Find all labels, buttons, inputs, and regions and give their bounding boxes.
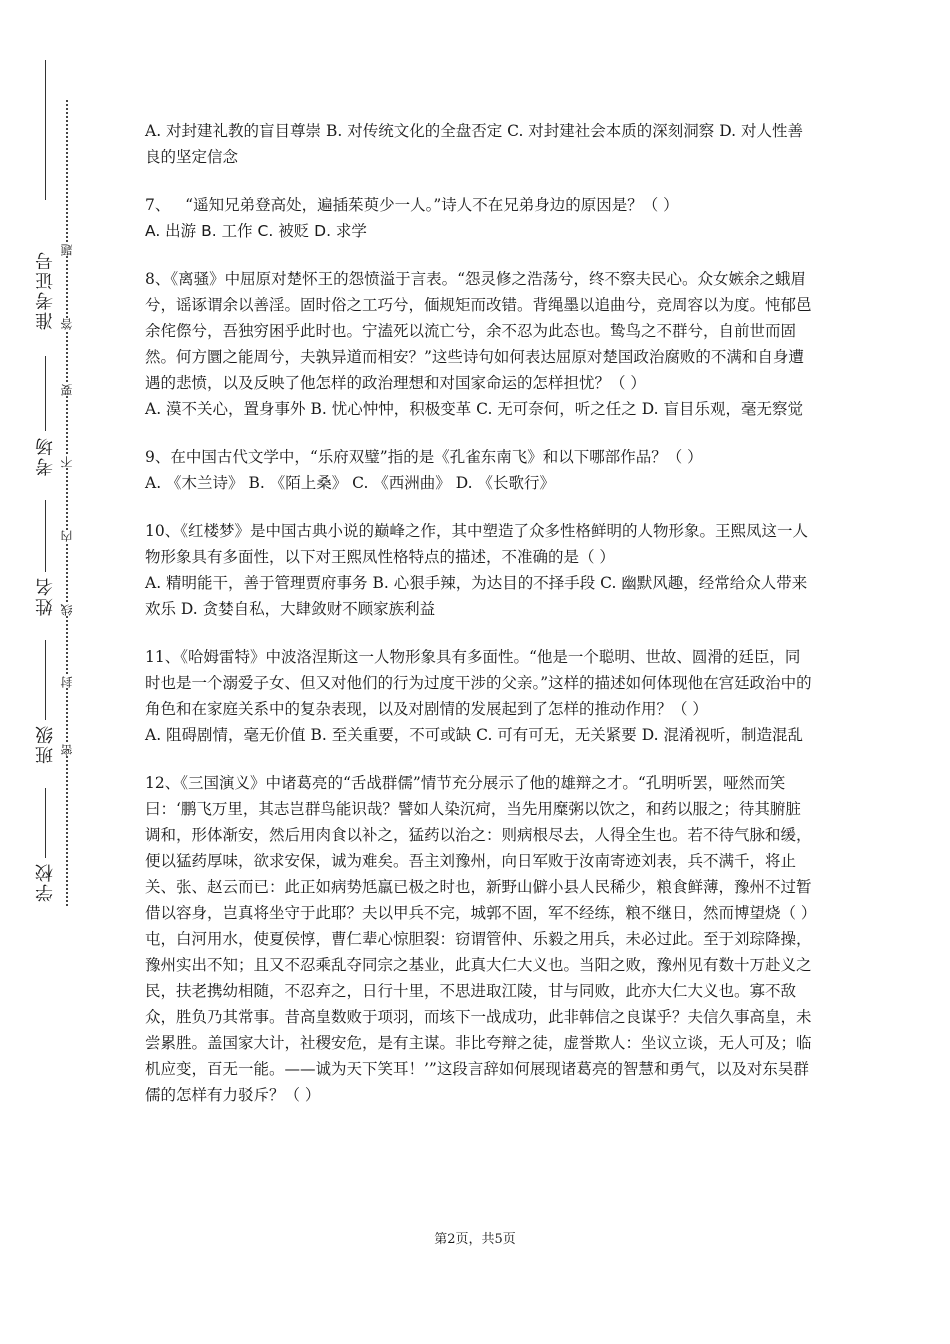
- question-options: A. 阻碍剧情，毫无价值 B. 至关重要，不可或缺 C. 可有可无，无关紧要 D. 混淆视听，制造混乱: [145, 726, 803, 744]
- seal-word: 封: [60, 676, 74, 688]
- question-options: A. 精明能干，善于管理贾府事务 B. 心狠手辣，为达目的不择手段 C. 幽默风趣，经常给众人带来欢乐 D. 贪婪自私，大肆敛财不顾家族利益: [145, 574, 808, 618]
- seal-word: 线: [60, 604, 74, 616]
- name-label: 姓名: [35, 576, 56, 616]
- question-text: 《红楼梦》是中国古典小说的巅峰之作，其中塑造了众多性格鲜明的人物形象。王熙凤这一人物形象具有多面性，以下对王熙凤性格特点的描述，不准确的是（ ）: [145, 522, 808, 566]
- question-stem: [145, 266, 815, 396]
- question-number: 12、: [145, 774, 181, 792]
- seal-word: 不: [60, 456, 74, 468]
- question-number: 7、: [145, 196, 171, 214]
- question-text: 《离骚》中屈原对楚怀王的怨愤溢于言表。“怨灵修之浩荡兮，终不察夫民心。众女嫉余之蛾眉兮，谣诼谓余以善淫。固时俗之工巧兮，偭规矩而改错。背绳墨以追曲兮，竞周容以为度。忳郁邑余侘傺兮，吾独穷困乎此时也。宁溘死以流亡兮，余不忍为此态也。鸷鸟之不群兮，自前世而固然。何方圜之能周兮，夫孰异道而相安？”这些诗句如何表达屈原对楚国政治腐败的不满和自身遭遇的悲愤，以及反映了他怎样的政治理想和对国家命运的怎样担忧？（ ）: [145, 270, 812, 392]
- question-options: A. 对封建礼教的盲目尊崇 B. 对传统文化的全盘否定 C. 对封建社会本质的深刻洞察 D. 对人性善良的坚定信念: [145, 122, 803, 166]
- label-rule: [45, 500, 46, 572]
- question-list: [145, 118, 815, 1130]
- question-text: “遥知兄弟登高处，遍插茱萸少一人。”诗人不在兄弟身边的原因是？（ ）: [185, 196, 679, 214]
- class-label: 班级: [35, 724, 56, 764]
- question-stem: [145, 518, 815, 570]
- seal-line: [66, 100, 68, 906]
- question-text: 《哈姆雷特》中波洛涅斯这一人物形象具有多面性。“他是一个聪明、世故、圆滑的廷臣，同时也是一个溺爱子女、但又对他们的行为过度干涉的父亲。”这样的描述如何体现他在宫廷政治中的角色和在家庭关系中的复杂表现，以及对剧情的发展起到了怎样的推动作用？（ ）: [145, 648, 812, 718]
- question-8: [145, 266, 815, 422]
- school-label: 学校: [35, 862, 56, 902]
- question-stem: [145, 644, 815, 722]
- label-rule: [45, 60, 46, 200]
- question-text: 《三国演义》中诸葛亮的“舌战群儒”情节充分展示了他的雄辩之才。“孔明听罢，哑然而笑曰：‘鹏飞万里，其志岂群鸟能识哉？譬如人染沉疴，当先用糜粥以饮之，和药以服之；待其腑脏调和，形体渐安，然后用肉食以补之，猛药以治之：则病根尽去，人得全生也。若不待气脉和缓，便以猛药厚味，欲求安保，诚为难矣。吾主刘豫州，向日军败于汝南寄迹刘表，兵不满千，将止关、张、赵云而已：此正如病势尪羸已极之时也，新野山僻小县人民稀少，粮食鲜薄，豫州不过暂借以容身，岂真将坐守于此耶？夫以甲兵不完，城郭不固，军不经练，粮不继日，然而博望烧（ ）屯，白河用水，使夏侯惇，曹仁辈心惊胆裂：窃谓管仲、乐毅之用兵，未必过此。至于刘琮降操，豫州实出不知；且又不忍乘乱夺同宗之基业，此真大仁大义也。当阳之败，豫州见有数十万赴义之民，扶老携幼相随，不忍弃之，日行十里，不思进取江陵，甘与同败，此亦大仁大义也。寡不敌众，胜负乃其常事。昔高皇数败于项羽，而垓下一战成功，此非韩信之良谋乎？夫信久事高皇，未尝累胜。盖国家大计，社稷安危，是有主谋。非比夸辩之徒，虚誉欺人：坐议立谈，无人可及；临机应变，百无一能。——诚为天下笑耳！’”这段言辞如何展现诸葛亮的智慧和勇气，以及对东吴群儒的怎样有力驳斥？（ ）: [145, 774, 812, 1104]
- exam-room-label: 考场: [35, 436, 56, 476]
- question-number: 8、: [145, 270, 171, 288]
- label-rule: [45, 640, 46, 720]
- question-6-options-block: [145, 118, 815, 170]
- binding-margin: [14, 60, 74, 940]
- question-number: 11、: [145, 648, 181, 666]
- question-options: A. 出游 B. 工作 C. 被贬 D. 求学: [145, 222, 367, 240]
- question-stem: [145, 444, 815, 470]
- question-options: A. 《木兰诗》 B. 《陌上桑》 C. 《西洲曲》 D. 《长歌行》: [145, 474, 555, 492]
- question-stem: [145, 770, 815, 1108]
- question-number: 9、: [145, 448, 171, 466]
- seal-word: 要: [60, 384, 74, 396]
- question-9: [145, 444, 815, 496]
- seal-word: 题: [60, 244, 74, 256]
- question-stem: [145, 192, 815, 218]
- question-7: [145, 192, 815, 244]
- question-options: A. 漠不关心，置身事外 B. 忧心忡忡，积极变革 C. 无可奈何，听之任之 D. 盲目乐观，毫无察觉: [145, 400, 803, 418]
- seal-word: 答: [60, 318, 74, 330]
- label-rule: [45, 788, 46, 858]
- question-number: 10、: [145, 522, 181, 540]
- question-10: [145, 518, 815, 622]
- label-rule: [45, 356, 46, 431]
- question-text: 在中国古代文学中，“乐府双璧”指的是《孔雀东南飞》和以下哪部作品？（ ）: [170, 448, 703, 466]
- question-11: [145, 644, 815, 748]
- seal-word: 密: [60, 744, 74, 756]
- exam-number-label: 准考证号: [35, 250, 56, 330]
- seal-word: 内: [60, 530, 74, 542]
- question-12: [145, 770, 815, 1108]
- page-number: 第2页，共5页: [434, 1232, 516, 1247]
